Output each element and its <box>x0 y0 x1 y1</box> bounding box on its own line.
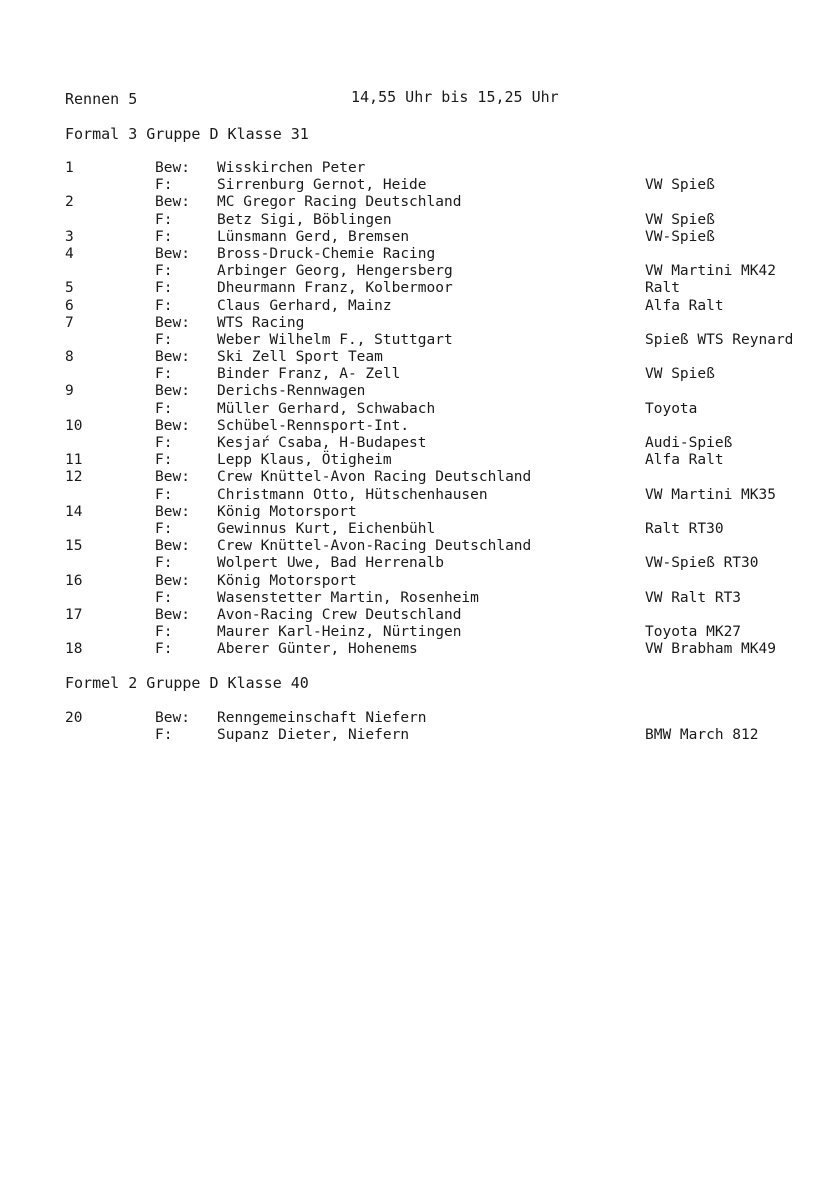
entry-role: F: <box>155 452 173 469</box>
entry-car: VW-Spieß RT30 <box>645 555 759 572</box>
entry-name: Derichs-Rennwagen <box>217 383 366 400</box>
entry-line <box>65 555 825 572</box>
entry-role: F: <box>155 520 173 537</box>
entry-role: F: <box>155 366 173 383</box>
entry-role: F: <box>155 263 173 280</box>
entry-number: 12 <box>65 469 83 486</box>
entry-car: VW Spieß <box>645 366 715 383</box>
entry-name: Claus Gerhard, Mainz <box>217 297 392 314</box>
entry-line <box>65 590 825 607</box>
entry-line <box>65 246 825 263</box>
entry-list-formel-2 <box>65 710 825 744</box>
entry-role: F: <box>155 555 173 572</box>
entry-line <box>65 538 825 555</box>
entry-role: F: <box>155 435 173 451</box>
entry-role: F: <box>155 228 173 245</box>
entry-role: F: <box>155 641 173 658</box>
section-title-formel-2: Formel 2 Gruppe D Klasse 40 <box>65 674 309 692</box>
entry-role: Bew: <box>155 572 190 589</box>
entry-name: Wolpert Uwe, Bad Herrenalb <box>217 555 444 572</box>
entry-role: F: <box>155 486 173 503</box>
entry-line <box>65 487 825 504</box>
race-header <box>65 90 665 110</box>
entry-name: Christmann Otto, Hütschenhausen <box>217 486 488 503</box>
entry-name: Maurer Karl-Heinz, Nürtingen <box>217 624 462 641</box>
entry-role: F: <box>155 624 173 641</box>
entry-name: Bross-Druck-Chemie Racing <box>217 245 436 262</box>
entry-line <box>65 315 825 332</box>
entry-line <box>65 212 825 229</box>
entry-role: Bew: <box>155 383 190 400</box>
entry-line <box>65 418 825 435</box>
entry-number: 2 <box>65 194 74 211</box>
entry-name: Sirrenburg Gernot, Heide <box>217 177 427 194</box>
entry-role: F: <box>155 331 173 348</box>
entry-role: F: <box>155 211 173 228</box>
entry-number: 5 <box>65 280 74 297</box>
entry-line <box>65 298 825 315</box>
entry-line <box>65 521 825 538</box>
entry-line <box>65 573 825 590</box>
entry-car: VW Brabham MK49 <box>645 641 776 658</box>
entry-number: 11 <box>65 452 83 469</box>
entry-name: Wasenstetter Martin, Rosenheim <box>217 589 479 606</box>
entry-line <box>65 349 825 366</box>
entry-line <box>65 280 825 297</box>
entry-role: F: <box>155 297 173 314</box>
entry-line <box>65 624 825 641</box>
entry-role: F: <box>155 589 173 606</box>
entry-car: Ralt RT30 <box>645 520 724 537</box>
entry-line <box>65 366 825 383</box>
entry-number: 8 <box>65 349 74 366</box>
entry-name: Crew Knüttel-Avon-Racing Deutschland <box>217 538 532 555</box>
entry-name: Betz Sigi, Böblingen <box>217 211 392 228</box>
entry-car: Audi-Spieß <box>645 435 733 451</box>
entry-name: Arbinger Georg, Hengersberg <box>217 263 453 280</box>
entry-car: VW Ralt RT3 <box>645 589 742 606</box>
entry-list-formel-3 <box>65 160 825 658</box>
race-label: Rennen 5 <box>65 90 138 108</box>
entry-line <box>65 194 825 211</box>
entry-role: Bew: <box>155 538 190 555</box>
entry-name: Kesjaŕ Csaba, H-Budapest <box>217 435 427 451</box>
entry-number: 1 <box>65 160 74 176</box>
race-time: 14,55 Uhr bis 15,25 Uhr <box>351 88 559 106</box>
entry-role: F: <box>155 727 173 744</box>
entry-line <box>65 177 825 194</box>
entry-car: Spieß WTS Reynard <box>645 331 794 348</box>
entry-name: König Motorsport <box>217 503 357 520</box>
entry-name: Weber Wilhelm F., Stuttgart <box>217 331 453 348</box>
entry-name: Gewinnus Kurt, Eichenbühl <box>217 520 436 537</box>
entry-name: MC Gregor Racing Deutschland <box>217 194 462 211</box>
entry-number: 17 <box>65 606 83 623</box>
entry-name: Dheurmann Franz, Kolbermoor <box>217 280 453 297</box>
entry-line <box>65 435 825 452</box>
entry-role: Bew: <box>155 194 190 211</box>
entry-line <box>65 452 825 469</box>
entry-number: 9 <box>65 383 74 400</box>
entry-line <box>65 469 825 486</box>
entry-name: Lepp Klaus, Ötigheim <box>217 452 392 469</box>
entry-role: Bew: <box>155 160 190 176</box>
entry-number: 15 <box>65 538 83 555</box>
entry-role: Bew: <box>155 349 190 366</box>
entry-name: Ski Zell Sport Team <box>217 349 383 366</box>
entry-role: Bew: <box>155 417 190 434</box>
entry-car: Toyota <box>645 400 698 417</box>
entry-number: 4 <box>65 245 74 262</box>
entry-car: BMW March 812 <box>645 727 759 744</box>
entry-name: Wisskirchen Peter <box>217 160 366 176</box>
entry-name: Supanz Dieter, Niefern <box>217 727 410 744</box>
entry-car: Alfa Ralt <box>645 297 724 314</box>
entry-car: VW-Spieß <box>645 228 715 245</box>
entry-number: 20 <box>65 710 83 726</box>
entry-name: Lünsmann Gerd, Bremsen <box>217 228 410 245</box>
entry-role: F: <box>155 177 173 194</box>
entry-line <box>65 263 825 280</box>
entry-number: 18 <box>65 641 83 658</box>
entry-role: Bew: <box>155 710 190 726</box>
entry-name: Renngemeinschaft Niefern <box>217 710 427 726</box>
entry-number: 3 <box>65 228 74 245</box>
entry-role: Bew: <box>155 245 190 262</box>
entry-name: Crew Knüttel-Avon Racing Deutschland <box>217 469 532 486</box>
entry-line <box>65 607 825 624</box>
entry-line <box>65 727 825 744</box>
entry-number: 6 <box>65 297 74 314</box>
entry-number: 7 <box>65 314 74 331</box>
entry-line <box>65 710 825 727</box>
entry-name: König Motorsport <box>217 572 357 589</box>
entry-role: Bew: <box>155 314 190 331</box>
entry-line <box>65 160 825 177</box>
entry-line <box>65 401 825 418</box>
entry-role: F: <box>155 400 173 417</box>
entry-role: F: <box>155 280 173 297</box>
entry-line <box>65 641 825 658</box>
entry-car: VW Martini MK35 <box>645 486 776 503</box>
entry-name: Müller Gerhard, Schwabach <box>217 400 436 417</box>
entry-car: VW Spieß <box>645 211 715 228</box>
entry-number: 16 <box>65 572 83 589</box>
entry-line <box>65 383 825 400</box>
entry-name: Schübel-Rennsport-Int. <box>217 417 410 434</box>
entry-car: Toyota MK27 <box>645 624 742 641</box>
entry-role: Bew: <box>155 469 190 486</box>
entry-line <box>65 332 825 349</box>
entry-role: Bew: <box>155 606 190 623</box>
entry-car: Ralt <box>645 280 680 297</box>
entry-name: Binder Franz, A- Zell <box>217 366 401 383</box>
entry-car: VW Spieß <box>645 177 715 194</box>
entry-line <box>65 229 825 246</box>
section-title-formel-3: Formal 3 Gruppe D Klasse 31 <box>65 125 309 143</box>
entry-name: WTS Racing <box>217 314 305 331</box>
entry-name: Avon-Racing Crew Deutschland <box>217 606 462 623</box>
entry-car: Alfa Ralt <box>645 452 724 469</box>
entry-line <box>65 504 825 521</box>
entry-number: 14 <box>65 503 83 520</box>
entry-car: VW Martini MK42 <box>645 263 776 280</box>
entry-number: 10 <box>65 417 83 434</box>
entry-role: Bew: <box>155 503 190 520</box>
entry-name: Aberer Günter, Hohenems <box>217 641 418 658</box>
